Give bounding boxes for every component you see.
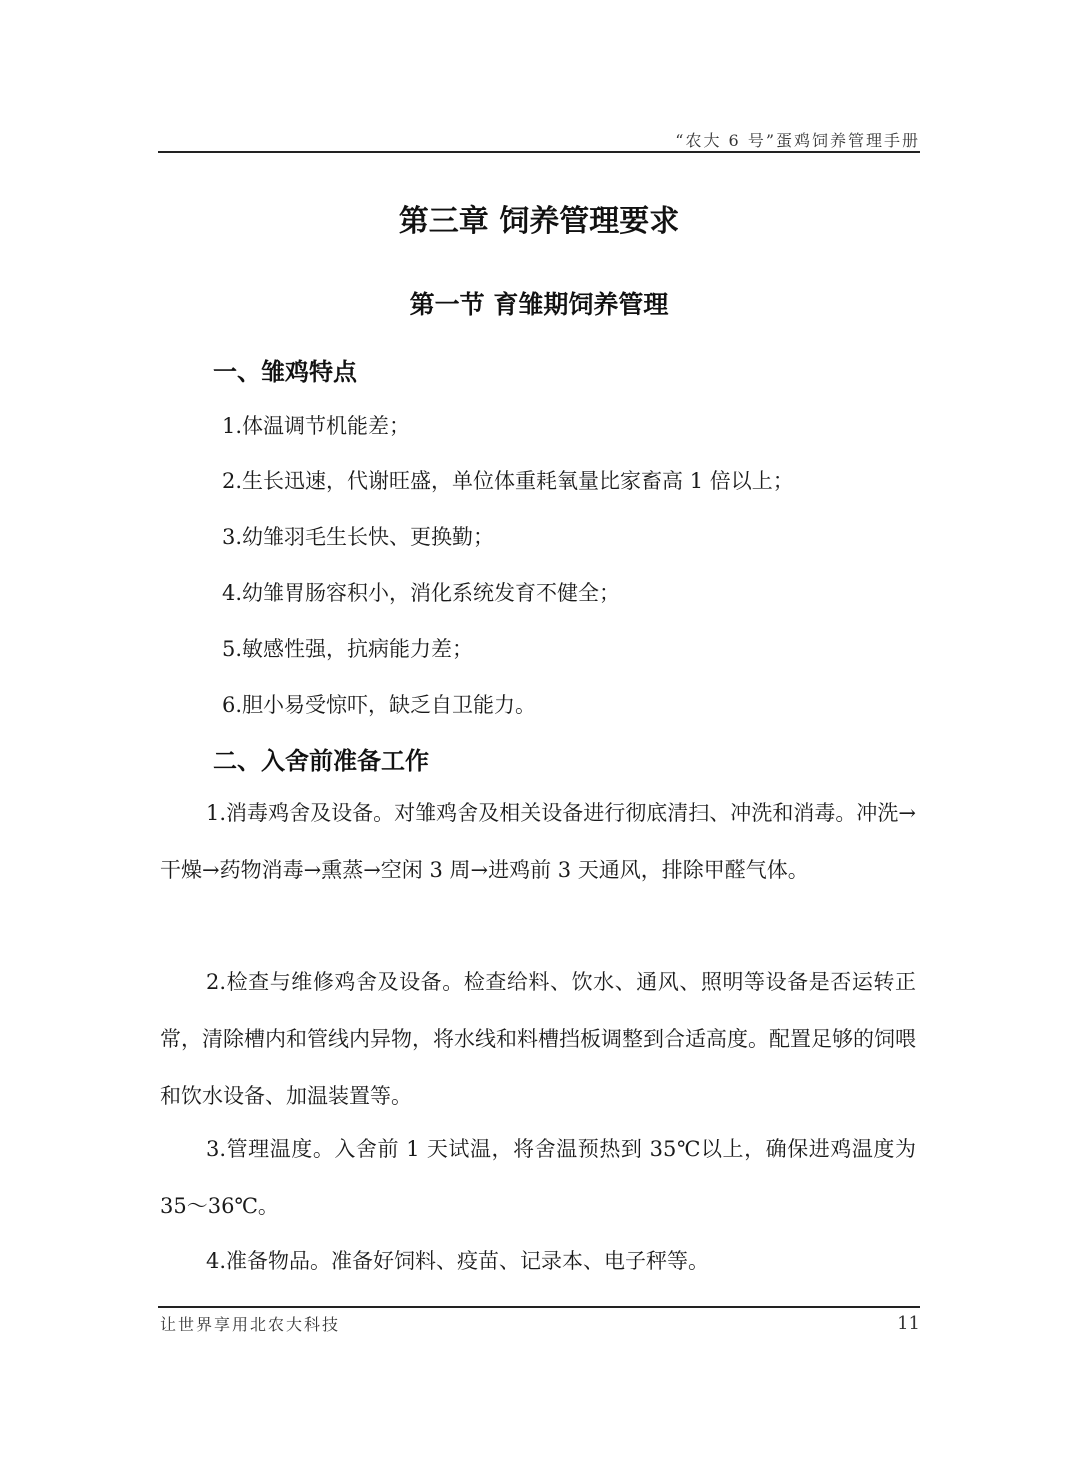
paragraph: 3.管理温度。入舍前 1 天试温，将舍温预热到 35℃以上，确保进鸡温度为 35～36℃。 bbox=[160, 1137, 916, 1218]
section-title: 第一节 育雏期饲养管理 bbox=[409, 290, 669, 319]
list-item: 5.敏感性强，抗病能力差； bbox=[222, 637, 474, 661]
list-item: 3.幼雏羽毛生长快、更换勤； bbox=[222, 525, 495, 549]
paragraph: 1.消毒鸡舍及设备。对雏鸡舍及相关设备进行彻底清扫、冲洗和消毒。冲洗→干燥→药物消毒→熏蒸→空闲 3 周→进鸡前 3 天通风，排除甲醛气体。 bbox=[160, 801, 916, 882]
footer-slogan: 让世界享用北农大科技 bbox=[160, 1315, 341, 1334]
list-item: 2.生长迅速，代谢旺盛，单位体重耗氧量比家畜高 1 倍以上； bbox=[222, 469, 794, 493]
list-item: 6.胆小易受惊吓，缺乏自卫能力。 bbox=[222, 693, 537, 717]
page-number: 11 bbox=[897, 1313, 920, 1334]
chapter-title: 第三章 饲养管理要求 bbox=[398, 204, 680, 239]
paragraph: 2.检查与维修鸡舍及设备。检查给料、饮水、通风、照明等设备是否运转正常，清除槽内和管线内异物，将水线和料槽挡板调整到合适高度。配置足够的饲喂和饮水设备、加温装置等。 bbox=[160, 970, 916, 1108]
subheading-chick-characteristics: 一、雏鸡特点 bbox=[213, 358, 357, 386]
header-rule bbox=[158, 151, 920, 153]
footer-rule bbox=[158, 1306, 920, 1308]
list-item: 4.幼雏胃肠容积小，消化系统发育不健全； bbox=[222, 581, 621, 605]
running-header: “农大 6 号”蛋鸡饲养管理手册 bbox=[675, 131, 920, 150]
list-item: 1.体温调节机能差； bbox=[222, 414, 411, 438]
paragraph: 4.准备物品。准备好饲料、疫苗、记录本、电子秤等。 bbox=[206, 1249, 710, 1273]
subheading-pre-housing-preparation: 二、入舍前准备工作 bbox=[213, 747, 429, 775]
